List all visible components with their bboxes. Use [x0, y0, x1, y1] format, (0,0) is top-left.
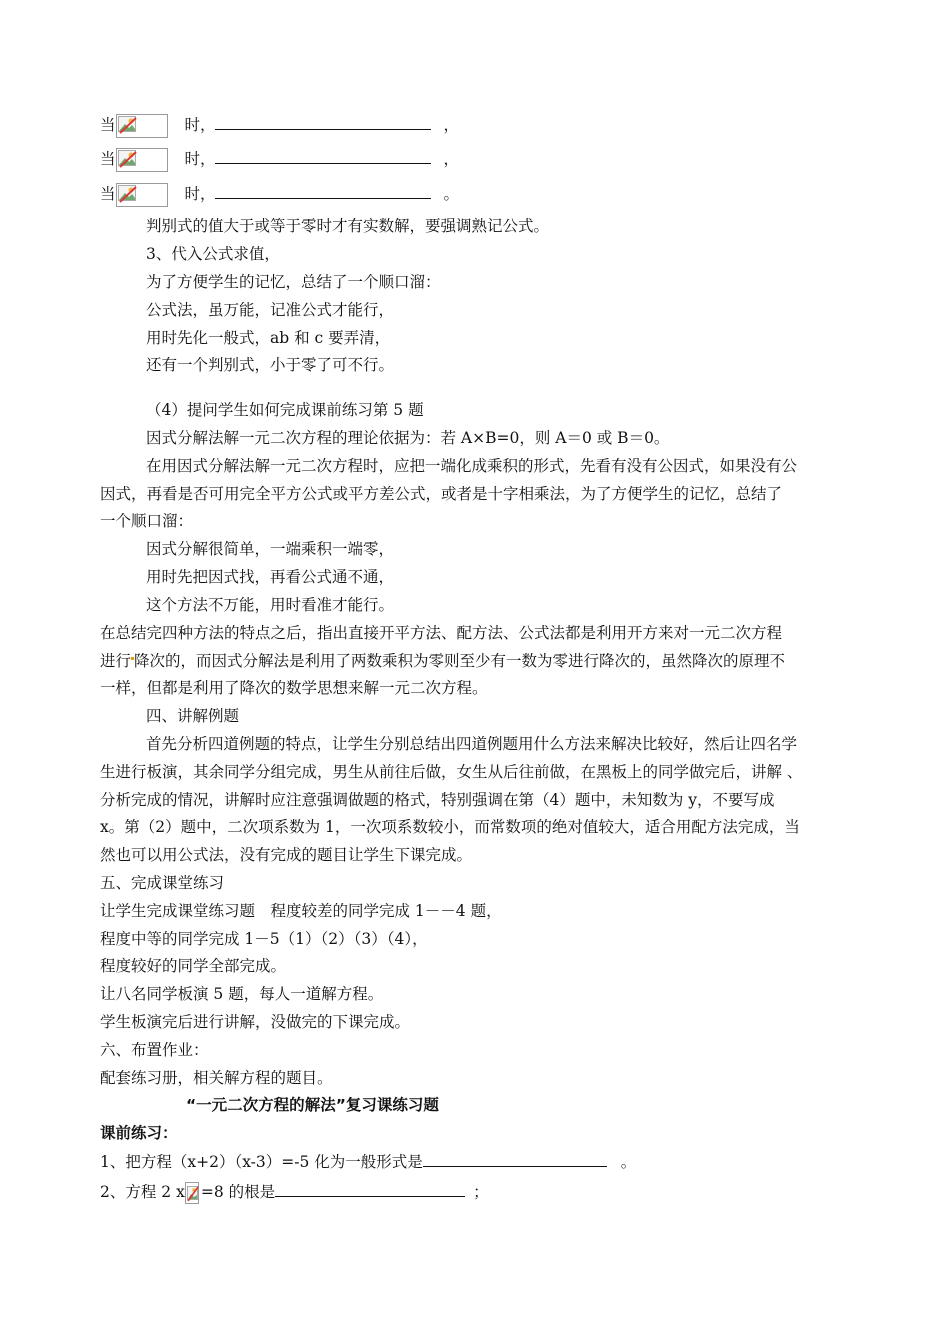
- when-end: 。: [443, 185, 459, 203]
- section-heading: 五、完成课堂练习: [100, 874, 225, 892]
- broken-image-icon: [116, 114, 168, 138]
- text-line: 用时先化一般式，ab 和 c 要弄清，: [146, 329, 391, 347]
- text-fragment: 降次的，而因式分解法是利用了两数乘积为零则至少有一数为零进行降次的，虽然降次的原理不: [134, 652, 786, 670]
- when-row-2: [100, 148, 459, 172]
- text-line: 然也可以用公式法，没有完成的题目让学生下课完成。: [100, 846, 473, 864]
- when-prefix: 当: [100, 150, 116, 168]
- text-line: 一样，但都是利用了降次的数学思想来解一元二次方程。: [100, 679, 488, 697]
- text-line: 还有一个判别式，小于零了可不行。: [146, 356, 395, 374]
- text-line: （4）提问学生如何完成课前练习第 5 题: [146, 401, 424, 419]
- when-end: ，: [443, 150, 459, 168]
- text-line: 这个方法不万能，用时看准才能行。: [146, 596, 395, 614]
- section-heading: 六、布置作业：: [100, 1041, 209, 1059]
- text-line: 在用因式分解法解一元二次方程时，应把一端化成乘积的形式，先看有没有公因式，如果没有公: [146, 457, 798, 475]
- text-line: 程度较好的同学全部完成。: [100, 957, 287, 975]
- answer-blank[interactable]: [215, 183, 431, 199]
- text-line: 因式，再看是否可用完全平方公式或平方差公式，或者是十字相乘法，为了方便学生的记忆，总结了: [100, 485, 783, 503]
- text-line: 在总结完四种方法的特点之后，指出直接开平方法、配方法、公式法都是利用开方来对一元二次方程: [100, 624, 783, 642]
- question-2: [100, 1181, 489, 1204]
- text-line: 学生板演完后进行讲解，没做完的下课完成。: [100, 1013, 411, 1031]
- question-text: 1、把方程（x+2）（x-3）=-5 化为一般形式是: [100, 1153, 423, 1171]
- text-line: 生进行板演，其余同学分组完成，男生从前往后做，女生从后往前做，在黑板上的同学做完后，讲解 、: [100, 763, 803, 781]
- question-end: ；: [473, 1183, 489, 1201]
- answer-blank[interactable]: [215, 114, 431, 130]
- question-1: [100, 1151, 636, 1172]
- answer-blank[interactable]: [423, 1151, 607, 1167]
- text-line: x。第（2）题中，二次项系数为 1，一次项系数较小，而常数项的绝对值较大，适合用配方法完成，当: [100, 818, 800, 836]
- when-prefix: 当: [100, 116, 116, 134]
- when-row-1: [100, 114, 459, 138]
- broken-image-icon: [116, 183, 168, 207]
- text-line: 首先分析四道例题的特点，让学生分别总结出四道例题用什么方法来解决比较好，然后让四名学: [146, 735, 798, 753]
- answer-blank[interactable]: [215, 148, 431, 164]
- broken-image-icon: [185, 1182, 199, 1204]
- text-line: [100, 651, 785, 671]
- exercise-title: “一元二次方程的解法”复习课练习题: [186, 1096, 439, 1114]
- text-line: 因式分解法解一元二次方程的理论依据为：若 A×B=0，则 A＝0 或 B＝0。: [146, 429, 670, 447]
- text-line: 配套练习册，相关解方程的题目。: [100, 1069, 333, 1087]
- text-line: 判别式的值大于或等于零时才有实数解，要强调熟记公式。: [146, 217, 550, 235]
- text-line: 3、代入公式求值，: [146, 245, 280, 263]
- text-line: 分析完成的情况，讲解时应注意强调做题的格式，特别强调在第（4）题中，未知数为 y，不要写成: [100, 791, 775, 809]
- pre-class-label: 课前练习：: [100, 1124, 178, 1142]
- text-fragment: 进行: [100, 652, 132, 670]
- question-end: 。: [620, 1153, 637, 1171]
- text-line: 用时先把因式找，再看公式通不通，: [146, 568, 395, 586]
- question-text: 2、方程 2 x: [100, 1183, 185, 1201]
- text-line: 公式法，虽万能，记准公式才能行，: [146, 301, 395, 319]
- broken-image-icon: [116, 148, 168, 172]
- when-mid: 时，: [184, 116, 216, 134]
- text-line: 为了方便学生的记忆，总结了一个顺口溜：: [146, 273, 441, 291]
- question-text: =8 的根是: [200, 1183, 276, 1201]
- text-line: 因式分解很简单，一端乘积一端零，: [146, 540, 395, 558]
- text-line: 程度中等的同学完成 1－5（1）（2）（3）（4），: [100, 930, 428, 948]
- text-line: 让八名同学板演 5 题，每人一道解方程。: [100, 985, 384, 1003]
- section-heading: 四、讲解例题: [146, 707, 240, 725]
- text-line: 一个顺口溜：: [100, 512, 194, 530]
- answer-blank[interactable]: [275, 1181, 465, 1197]
- when-end: ，: [443, 116, 459, 134]
- when-prefix: 当: [100, 185, 116, 203]
- when-mid: 时，: [184, 150, 216, 168]
- when-row-3: [100, 183, 459, 207]
- text-line: 让学生完成课堂练习题 程度较差的同学完成 1－－4 题，: [100, 902, 502, 920]
- when-mid: 时，: [184, 185, 216, 203]
